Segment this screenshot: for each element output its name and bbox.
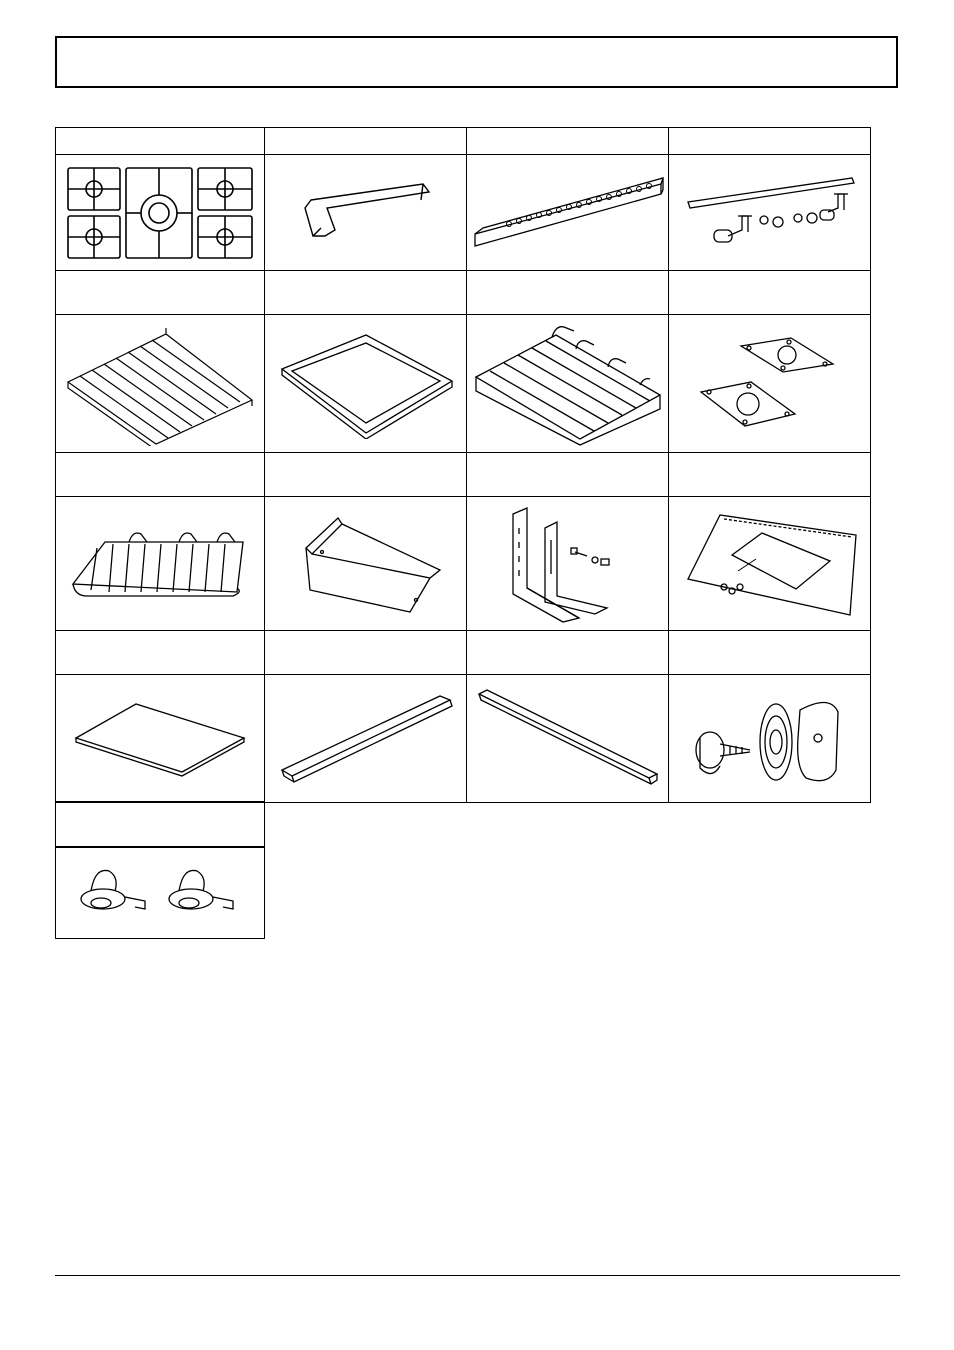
cell-control-knob (669, 675, 871, 803)
cell-baking-tray (265, 315, 467, 453)
cell-tray-shield (265, 497, 467, 631)
label-support-brackets (467, 453, 669, 497)
document-pack-icon (680, 509, 860, 619)
burner-bar-icon (469, 168, 667, 258)
cell-glass-panel (56, 675, 265, 803)
label-document-pack (669, 453, 871, 497)
label-leveling-feet (56, 802, 265, 847)
glass-panel-icon (70, 698, 250, 778)
cell-oven-grill-rack (56, 315, 265, 453)
label-trim-strip (265, 631, 467, 675)
allen-key-icon (291, 178, 441, 248)
label-oven-grill-rack (56, 271, 265, 315)
label-allen-key (265, 128, 467, 155)
long-channel-icon (473, 686, 663, 790)
cell-trim-strip (265, 675, 467, 803)
cell-support-brackets (467, 497, 669, 631)
cell-wire-basket (467, 315, 669, 453)
page-title-box (55, 36, 898, 88)
oven-grill-rack-icon (62, 322, 258, 446)
cell-document-pack (669, 497, 871, 631)
trim-strip-icon (276, 690, 456, 786)
label-burner-bar (467, 128, 669, 155)
cell-allen-key (265, 155, 467, 271)
pan-supports-icon (64, 164, 256, 262)
oven-shelf-icon (67, 522, 253, 606)
label-oven-shelf (56, 453, 265, 497)
label-tray-shield (265, 453, 467, 497)
cell-gas-pipe-kit (669, 155, 871, 271)
footer-rule (55, 1275, 900, 1276)
cell-mounting-plates (669, 315, 871, 453)
mounting-plates-icon (695, 336, 845, 432)
baking-tray-icon (276, 329, 456, 439)
wire-basket-icon (470, 321, 666, 447)
label-pan-supports (56, 128, 265, 155)
label-control-knob (669, 631, 871, 675)
leveling-feet-icon (75, 863, 245, 923)
cell-oven-shelf (56, 497, 265, 631)
gas-pipe-kit-icon (680, 172, 860, 254)
label-gas-pipe-kit (669, 128, 871, 155)
cell-burner-bar (467, 155, 669, 271)
tray-shield-icon (286, 514, 446, 614)
label-glass-panel (56, 631, 265, 675)
support-brackets-icon (503, 504, 633, 624)
label-wire-basket (467, 271, 669, 315)
control-knob-icon (690, 688, 850, 788)
label-long-channel (467, 631, 669, 675)
accessories-table (55, 127, 871, 939)
label-baking-tray (265, 271, 467, 315)
cell-long-channel (467, 675, 669, 803)
cell-leveling-feet (56, 847, 265, 939)
label-mounting-plates (669, 271, 871, 315)
cell-pan-supports (56, 155, 265, 271)
